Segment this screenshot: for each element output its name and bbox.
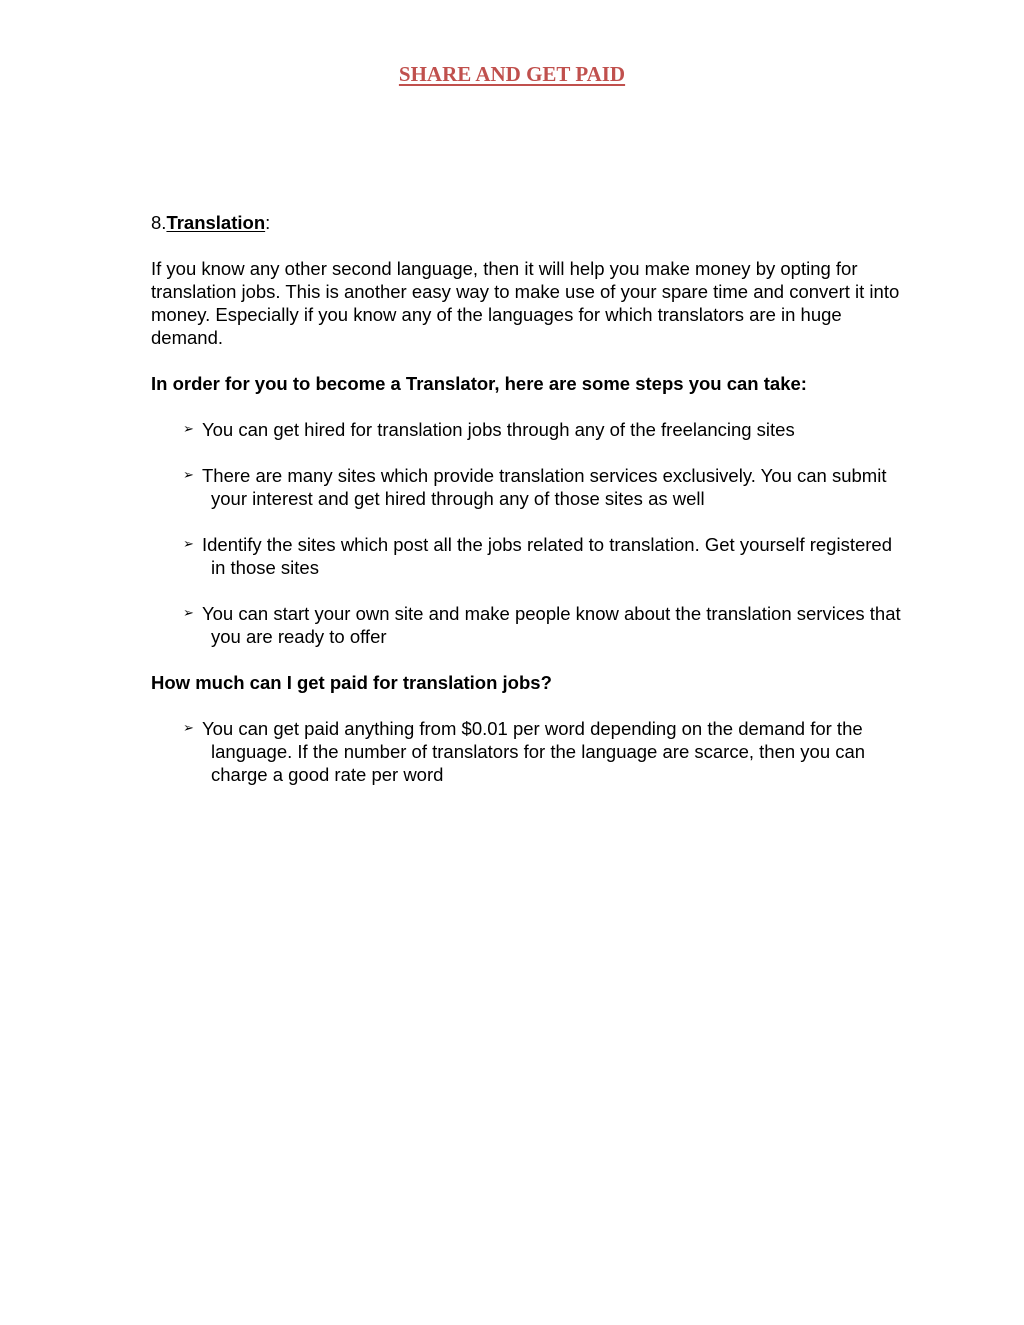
- pay-list: [151, 717, 911, 786]
- section-title: Translation: [166, 212, 266, 233]
- list-item-text: Identify the sites which post all the jobs related to translation. Get yourself registered in those sites: [202, 534, 893, 578]
- list-item: [151, 717, 911, 786]
- list-item-text: You can start your own site and make people know about the translation services that you are ready to offer: [202, 603, 901, 647]
- page-title: SHARE AND GET PAID: [398, 62, 626, 86]
- intro-paragraph: If you know any other second language, then it will help you make money by opting for translation jobs. This is another easy way to make use of your spare time and convert it into money. Especially if you know any of the languages for which translators are in huge demand.: [151, 258, 900, 348]
- section-heading: [151, 211, 911, 234]
- arrow-bullet-icon: ➢: [183, 422, 194, 437]
- list-item: [151, 533, 911, 579]
- pay-heading: How much can I get paid for translation jobs?: [151, 672, 552, 693]
- document-body: [151, 211, 911, 809]
- section-number: 8.: [151, 212, 167, 233]
- list-item: [151, 418, 911, 441]
- list-item: [151, 602, 911, 648]
- arrow-bullet-icon: ➢: [183, 537, 194, 552]
- steps-list: [151, 418, 911, 648]
- list-item-text: You can get hired for translation jobs through any of the freelancing sites: [202, 419, 795, 440]
- list-item-text: You can get paid anything from $0.01 per word depending on the demand for the language. If the number of translators for the language are scarce, then you can charge a good rate per word: [202, 718, 866, 785]
- steps-heading: In order for you to become a Translator, here are some steps you can take:: [151, 373, 807, 394]
- list-item-text: There are many sites which provide translation services exclusively. You can submit your interest and get hired through any of those sites as well: [202, 465, 887, 509]
- list-item: [151, 464, 911, 510]
- section-title-suffix: :: [265, 212, 271, 233]
- arrow-bullet-icon: ➢: [183, 606, 194, 621]
- arrow-bullet-icon: ➢: [183, 721, 194, 736]
- arrow-bullet-icon: ➢: [183, 468, 194, 483]
